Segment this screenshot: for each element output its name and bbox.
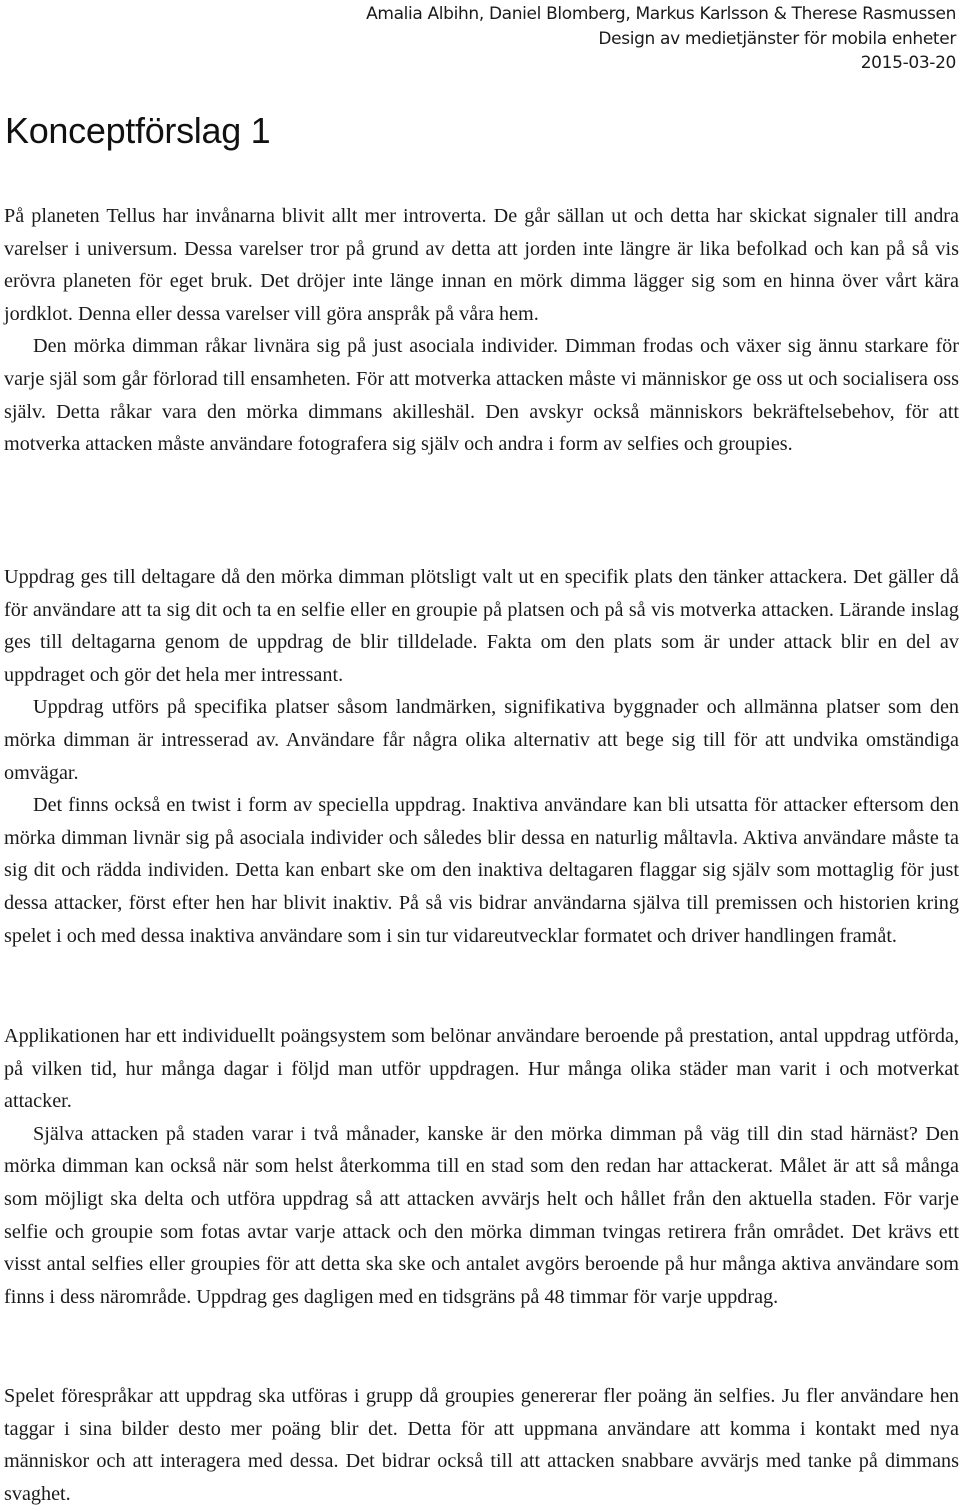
paragraph: Spelet förespråkar att uppdrag ska utföras i grupp då groupies genererar fler poäng än selfies. Ju fler användare hen taggar i sina bilder desto mer poäng blir det. Detta för att uppmana användare att komma i kontakt med nya människor och att interagera med dessa. Det bidrar också till att attacken snabbare avvärjs med tanke på dimmans svaghet. bbox=[4, 1385, 959, 1505]
document-title: Konceptförslag 1 bbox=[5, 110, 271, 151]
header-date: 2015-03-20 bbox=[860, 53, 956, 73]
section-points bbox=[4, 1020, 959, 1313]
section-missions bbox=[4, 561, 959, 952]
document-header bbox=[366, 2, 956, 76]
paragraph: Applikationen har ett individuellt poängsystem som belönar användare beroende på prestation, antal uppdrag utförda, på vilken tid, hur många dagar i följd man utför uppdragen. Hur många olika städer man varit i och motverkat attacker. bbox=[4, 1025, 959, 1113]
paragraph: Uppdrag utförs på specifika platser såsom landmärken, signifikativa byggnader och allmänna platser som den mörka dimman är intresserad av. Användare får några olika alternativ att bege sig till för att undvika omständiga omvägar. bbox=[4, 696, 959, 784]
paragraph: På planeten Tellus har invånarna blivit allt mer introverta. De går sällan ut och detta har skickat signaler till andra varelser i universum. Dessa varelser tror på grund av detta att jorden inte längre är lika befolkad och kan på så vis erövra planeten för eget bruk. Det dröjer inte länge innan en mörk dimma lägger sig som en hinna över vårt kära jordklot. Denna eller dessa varelser vill göra anspråk på våra hem. bbox=[4, 205, 959, 325]
paragraph: Det finns också en twist i form av speciella uppdrag. Inaktiva användare kan bli utsatta för attacker eftersom den mörka dimman livnär sig på asociala individer och således blir dessa en naturlig måltavla. Aktiva användare måste ta sig dit och rädda individen. Detta kan enbart ske om den inaktiva deltagaren flaggar sig själv som mottaglig för just dessa attacker, först efter hen har blivit inaktiv. På så vis bidrar användarna själva till premissen och historien kring spelet i och med dessa inaktiva användare som i sin tur vidareutvecklar formatet och driver handlingen framåt. bbox=[4, 794, 959, 947]
paragraph: Uppdrag ges till deltagare då den mörka dimman plötsligt valt ut en specifik plats den tänker attackera. Det gäller då för användare att ta sig dit och ta en selfie eller en groupie på platsen och på så vis motverka attacken. Lärande inslag ges till deltagarna genom de uppdrag de blir tilldelade. Fakta om den plats som är under attack blir en del av uppdraget och gör det hela mer intressant. bbox=[4, 566, 959, 686]
header-course: Design av medietjänster för mobila enheter bbox=[598, 28, 956, 49]
section-groups bbox=[4, 1380, 959, 1510]
section-intro bbox=[4, 200, 959, 461]
paragraph: Den mörka dimman råkar livnära sig på just asociala individer. Dimman frodas och växer sig ännu starkare för varje själ som går förlorad till ensamheten. För att motverka attacken måste vi människor ge oss ut och socialisera oss själv. Detta råkar vara den mörka dimmans akilleshäl. Den avskyr också människors bekräftelsebehov, för att motverka attacken måste användare fotografera sig själv och andra i form av selfies och groupies. bbox=[4, 335, 959, 456]
paragraph: Själva attacken på staden varar i två månader, kanske är den mörka dimman på väg till din stad härnäst? Den mörka dimman kan också när som helst återkomma till en stad som den redan har attackerat. Målet är att så många som möjligt ska delta och utföra uppdrag så att attacken avvärjs helt och hållet från den aktuella staden. För varje selfie och groupie som fotas avtar varje attack och den mörka dimman tvingas retirera från området. Det krävs ett visst antal selfies eller groupies för att detta ska ske och antalet avgörs beroende på hur många aktiva användare som finns i dess närområde. Uppdrag ges dagligen med en tidsgräns på 48 timmar för varje uppdrag. bbox=[4, 1122, 959, 1308]
header-authors: Amalia Albihn, Daniel Blomberg, Markus Karlsson & Therese Rasmussen bbox=[366, 4, 956, 24]
